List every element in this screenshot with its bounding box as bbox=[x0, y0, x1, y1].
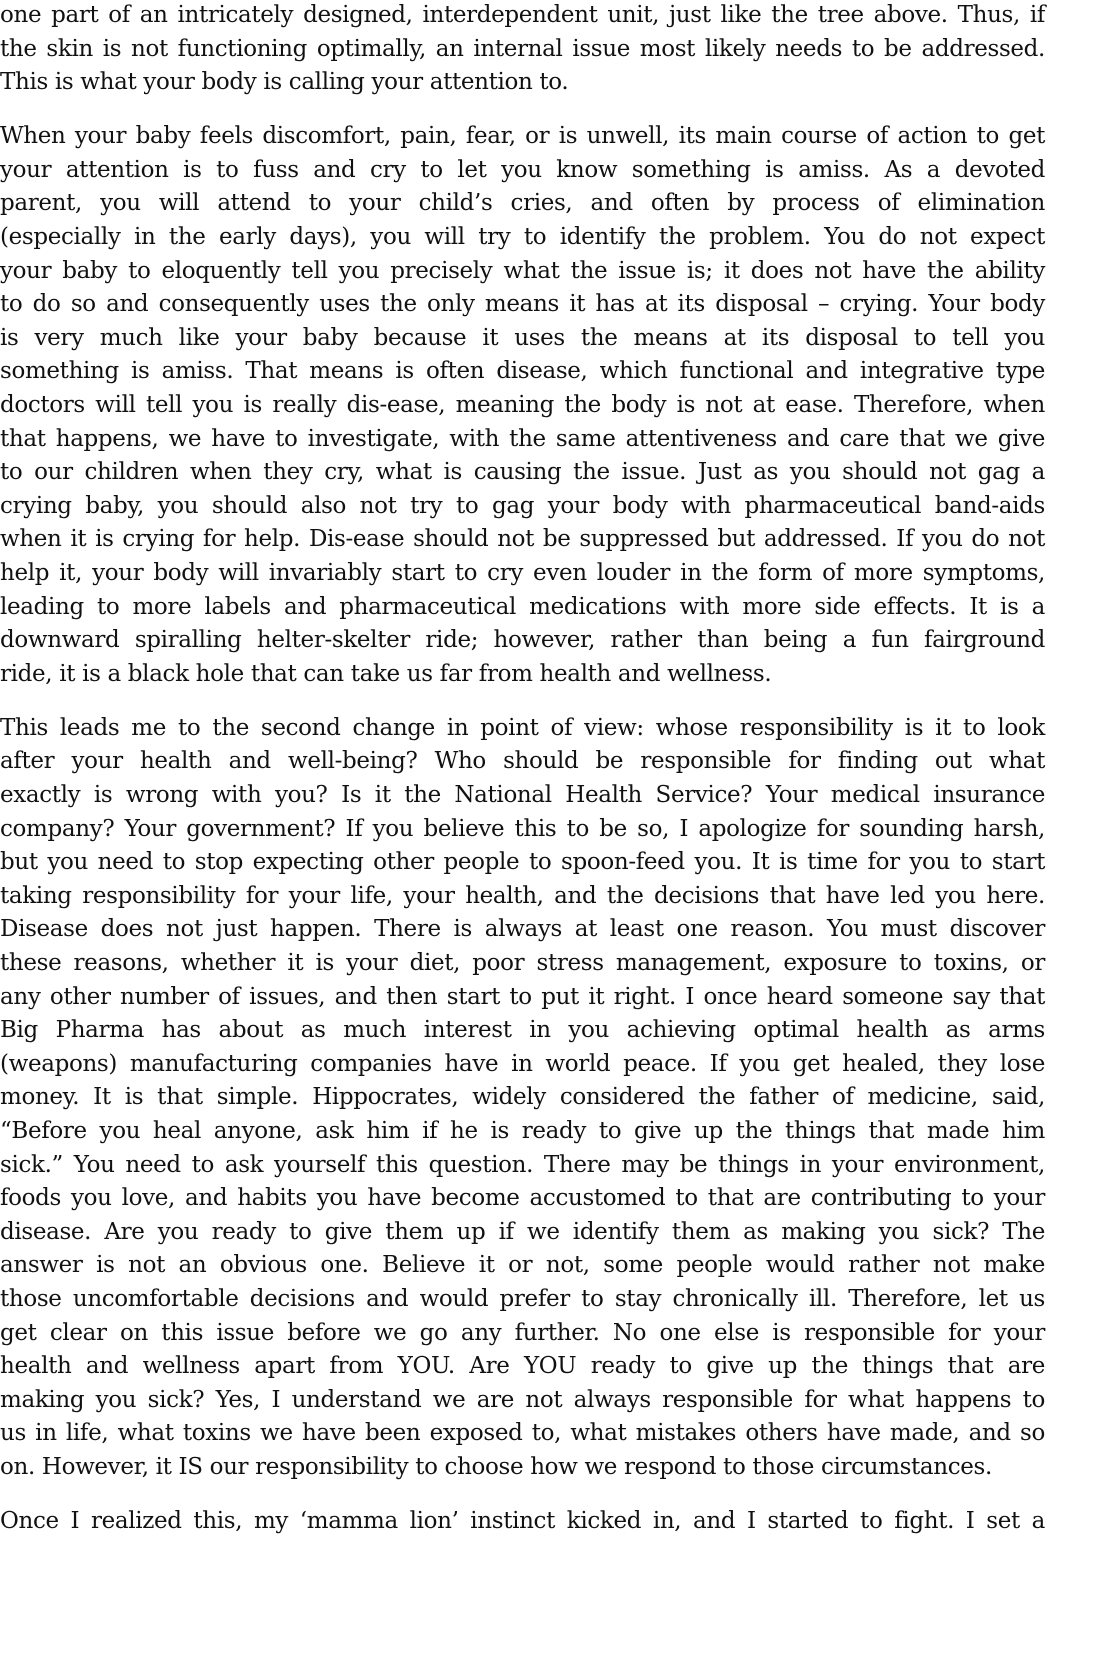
text-line: exactly is wrong with you? Is it the National Health Service? Your medical insurance bbox=[0, 782, 1045, 809]
text-line: ride, it is a black hole that can take us far from health and wellness. bbox=[0, 660, 772, 687]
text-line: when it is crying for help. Dis-ease should not be suppressed but addressed. If you do not bbox=[0, 526, 1045, 553]
paragraph bbox=[0, 712, 1045, 1485]
text-line: that happens, we have to investigate, with the same attentiveness and care that we give bbox=[0, 425, 1045, 452]
text-line: money. It is that simple. Hippocrates, widely considered the father of medicine, said, bbox=[0, 1084, 1045, 1111]
text-line: “Before you heal anyone, ask him if he is ready to give up the things that made him bbox=[0, 1118, 1045, 1144]
text-line: is very much like your baby because it uses the means at its disposal to tell you bbox=[0, 324, 1045, 351]
text-line: on. However, it IS our responsibility to choose how we respond to those circumstances. bbox=[0, 1453, 992, 1480]
text-line: This is what your body is calling your attention to. bbox=[0, 69, 569, 96]
text-line: to do so and consequently uses the only means it has at its disposal – crying. Your body bbox=[0, 291, 1045, 318]
paragraph bbox=[0, 1505, 1045, 1539]
text-line: your baby to eloquently tell you precisely what the issue is; it does not have the ability bbox=[0, 257, 1045, 284]
text-line: one part of an intricately designed, interdependent unit, just like the tree above. Thus, if bbox=[0, 2, 1045, 28]
text-line: When your baby feels discomfort, pain, fear, or is unwell, its main course of action to get bbox=[0, 123, 1045, 150]
text-line: taking responsibility for your life, your health, and the decisions that have led you here. bbox=[0, 882, 1045, 909]
text-line: those uncomfortable decisions and would prefer to stay chronically ill. Therefore, let us bbox=[0, 1285, 1045, 1312]
text-line: disease. Are you ready to give them up if we identify them as making you sick? The bbox=[0, 1218, 1045, 1245]
text-line: (especially in the early days), you will try to identify the problem. You do not expect bbox=[0, 224, 1045, 251]
text-line: doctors will tell you is really dis-ease, meaning the body is not at ease. Therefore, when bbox=[0, 392, 1045, 419]
text-line: after your health and well-being? Who should be responsible for finding out what bbox=[0, 748, 1045, 775]
text-line: sick.” You need to ask yourself this question. There may be things in your environment, bbox=[0, 1151, 1045, 1178]
text-line: Disease does not just happen. There is always at least one reason. You must discover bbox=[0, 916, 1045, 943]
text-line: answer is not an obvious one. Believe it or not, some people would rather not make bbox=[0, 1252, 1045, 1279]
text-line: Big Pharma has about as much interest in you achieving optimal health as arms bbox=[0, 1017, 1045, 1044]
text-line: health and wellness apart from YOU. Are YOU ready to give up the things that are bbox=[0, 1353, 1045, 1380]
text-line: company? Your government? If you believe this to be so, I apologize for sounding harsh, bbox=[0, 815, 1045, 842]
text-line: get clear on this issue before we go any further. No one else is responsible for your bbox=[0, 1319, 1045, 1346]
paragraph bbox=[0, 0, 1045, 100]
text-line: help it, your body will invariably start to cry even louder in the form of more symptoms, bbox=[0, 560, 1045, 586]
text-line: the skin is not functioning optimally, an internal issue most likely needs to be addressed. bbox=[0, 35, 1045, 62]
text-line: something is amiss. That means is often disease, which functional and integrative type bbox=[0, 358, 1045, 385]
text-line: downward spiralling helter-skelter ride; however, rather than being a fun fairground bbox=[0, 627, 1045, 654]
text-line: parent, you will attend to your child’s cries, and often by process of elimination bbox=[0, 190, 1045, 217]
text-line: making you sick? Yes, I understand we are not always responsible for what happens to bbox=[0, 1386, 1045, 1413]
text-line: crying baby, you should also not try to gag your body with pharmaceutical band-aids bbox=[0, 492, 1045, 519]
text-line: to our children when they cry, what is causing the issue. Just as you should not gag a bbox=[0, 459, 1045, 486]
text-line: Once I realized this, my ‘mamma lion’ instinct kicked in, and I started to fight. I set a bbox=[0, 1508, 1045, 1535]
text-line: This leads me to the second change in point of view: whose responsibility is it to look bbox=[0, 714, 1045, 741]
text-line: foods you love, and habits you have become accustomed to that are contributing to your bbox=[0, 1185, 1045, 1212]
text-line: leading to more labels and pharmaceutical medications with more side effects. It is a bbox=[0, 593, 1045, 620]
text-line: any other number of issues, and then start to put it right. I once heard someone say that bbox=[0, 983, 1045, 1010]
paragraph bbox=[0, 120, 1045, 691]
text-line: these reasons, whether it is your diet, poor stress management, exposure to toxins, or bbox=[0, 950, 1045, 977]
text-line: (weapons) manufacturing companies have in world peace. If you get healed, they lose bbox=[0, 1050, 1045, 1077]
text-line: but you need to stop expecting other people to spoon-feed you. It is time for you to start bbox=[0, 849, 1045, 876]
text-line: us in life, what toxins we have been exposed to, what mistakes others have made, and so bbox=[0, 1420, 1045, 1447]
text-line: your attention is to fuss and cry to let you know something is amiss. As a devoted bbox=[0, 156, 1045, 183]
